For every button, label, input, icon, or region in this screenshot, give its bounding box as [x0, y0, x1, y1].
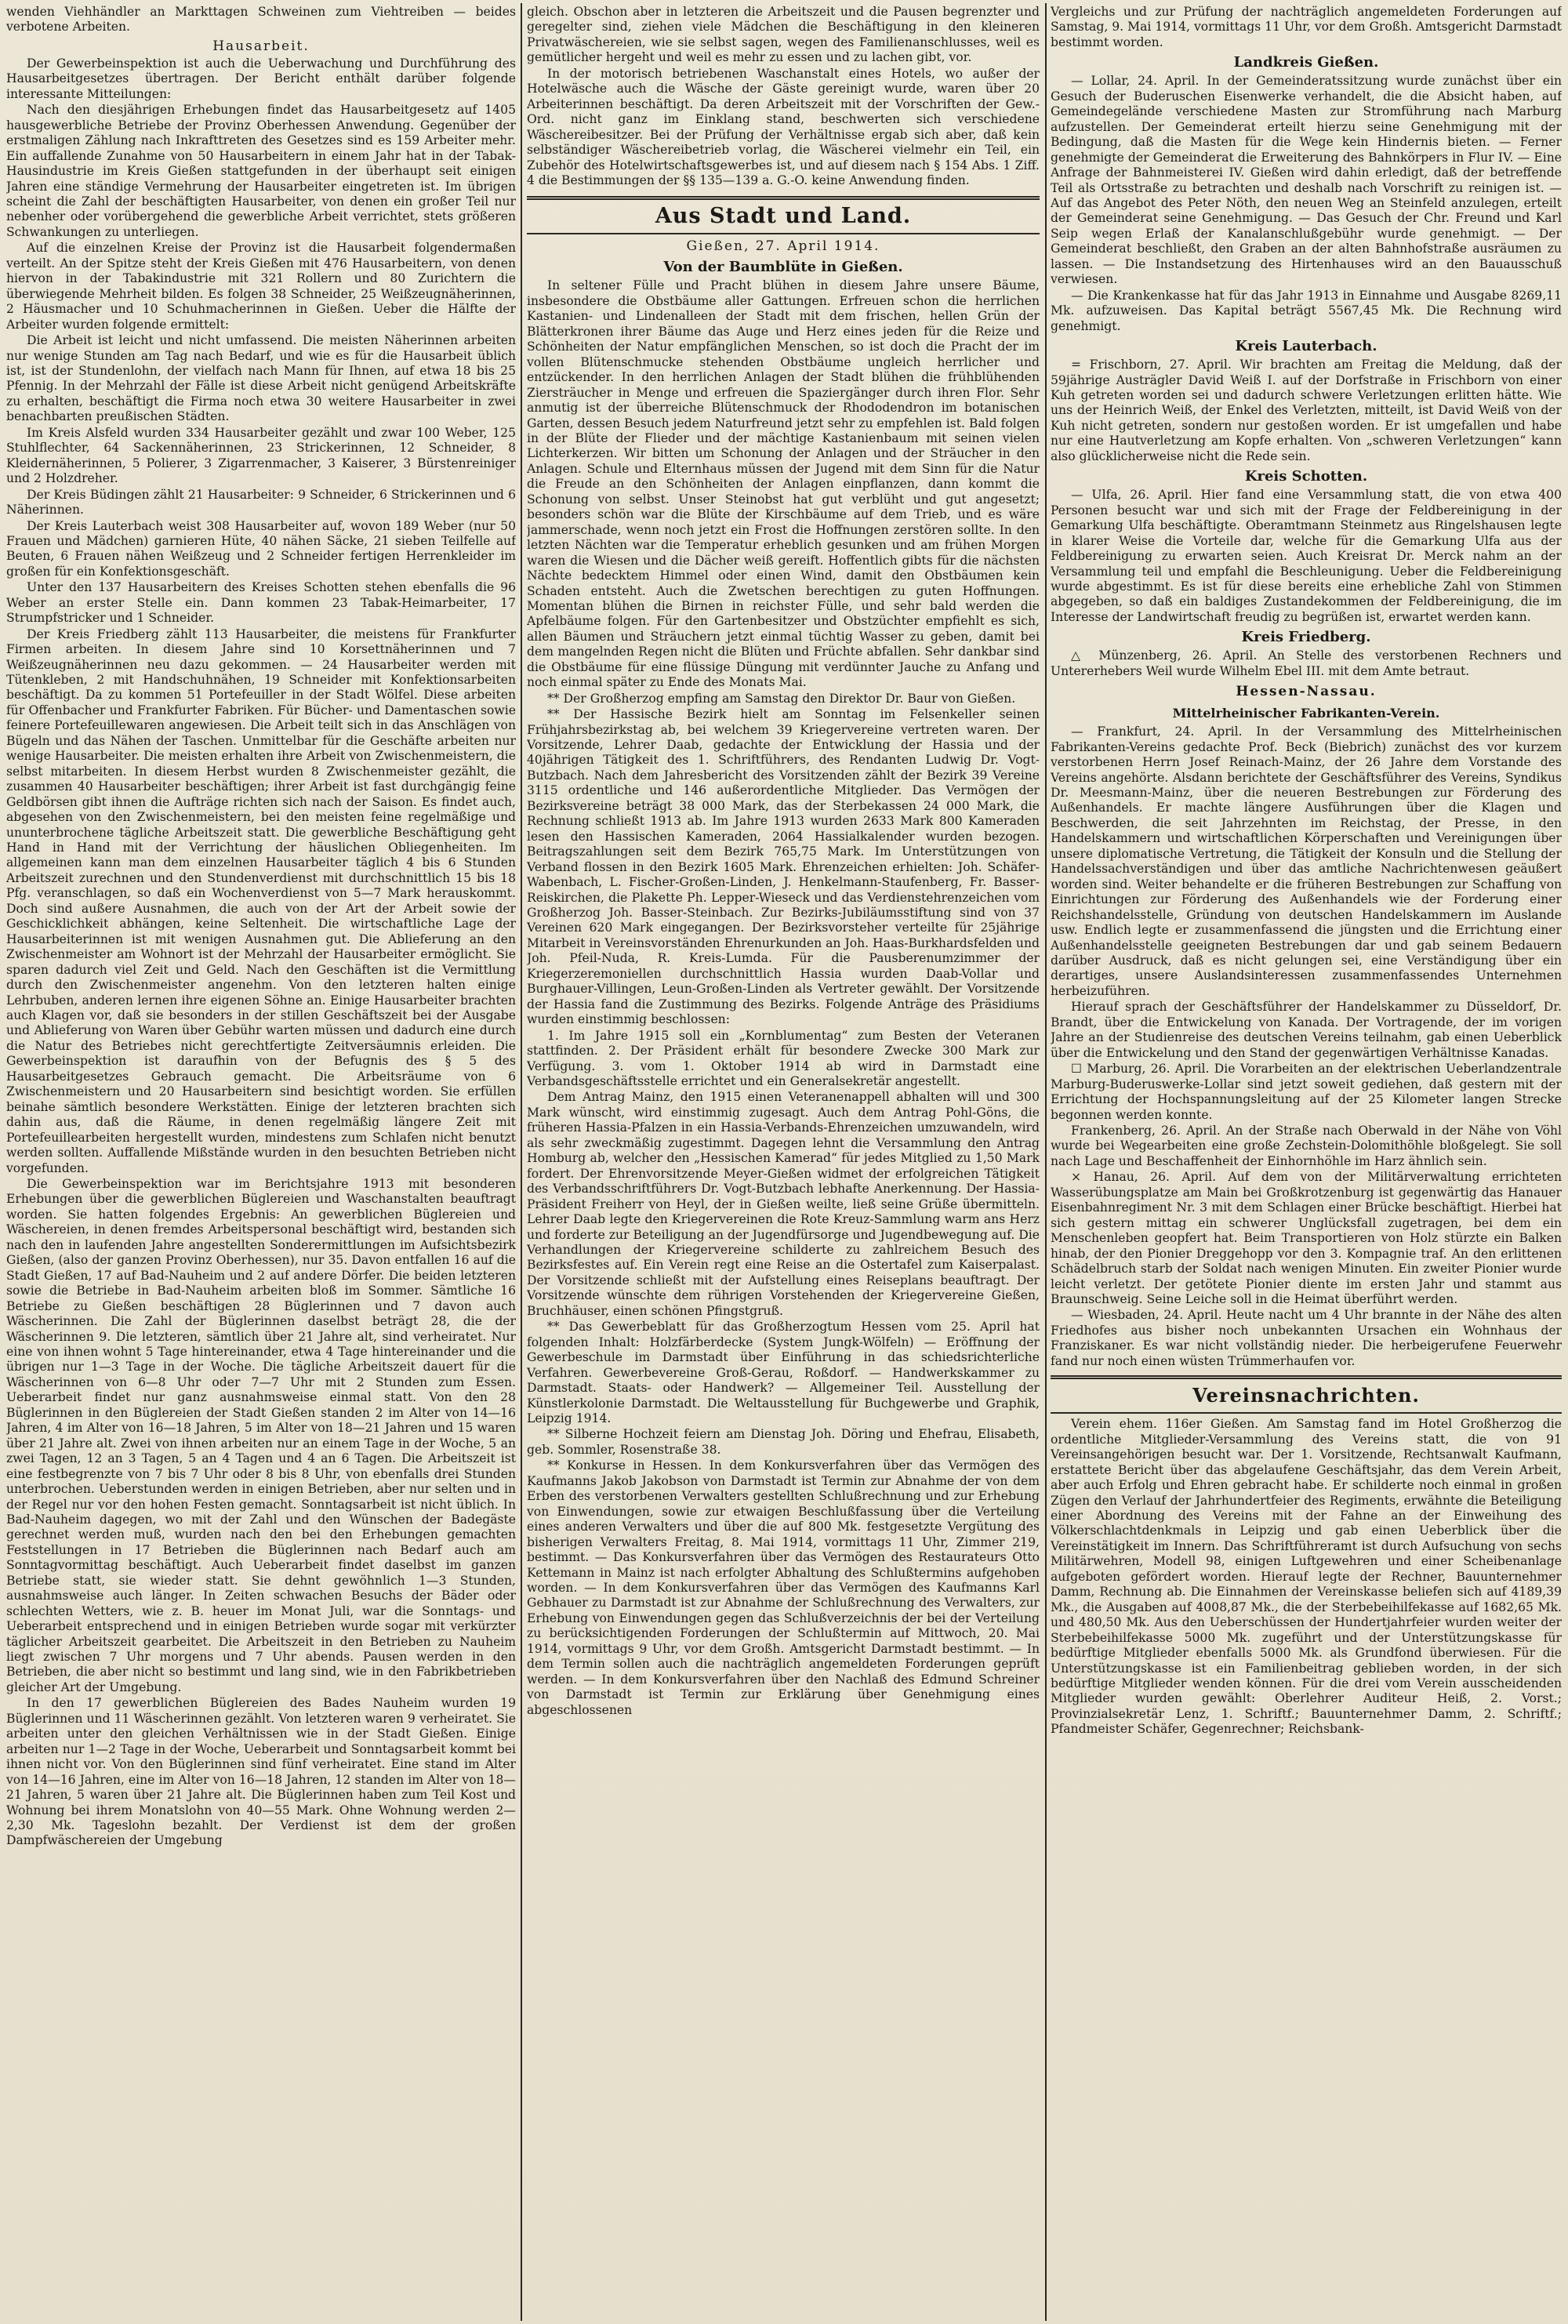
paragraph: Hierauf sprach der Geschäftsführer der Handelskammer zu Düsseldorf, Dr. Brandt, über die Entwickelung von Kanada. Der Vortragende, der im vorigen Jahre an der Studienreise des deutschen Vereins teilnahm, gab einen Ueberblick über die Entwickelung und den Stand der gegenwärtigen Verhältnisse Kanadas. [1051, 1000, 1562, 1060]
paragraph: Die Arbeit ist leicht und nicht umfassend. Die meisten Näherinnen arbeiten nur wenige Stunden am Tag nach Bedarf, und wie es für die Hausarbeit üblich ist, ist der Stundenlohn, der vielfach nach Mann für Ihnen, auf etwa 18 bis 25 Pfennig. In der Mehrzahl der Fälle ist diese Arbeit nicht genügend Arbeitskräfte zu erhalten, beschäftigt die Firma noch etwa 30 weitere Hausarbeiter in zwei benachbarten preußischen Städten. [6, 333, 516, 424]
paragraph: Dem Antrag Mainz, den 1915 einen Veteranenappell abhalten will und 300 Mark wünscht, wird einstimmig zugesagt. Auch dem Antrag Pohl-Göns, die früheren Hassia-Pfalzen in ein Hassia-Verbands-Ehrenzeichen umzuwandeln, wird als sehr zweckmäßig zugestimmt. Dagegen lehnt die Versammlung den Antrag Homburg ab, welcher den „Hessischen Kamerad“ für jedes Mitglied zu 1,50 Mark fordert. Der Ehrenvorsitzende Meyer-Gießen widmet der erfolgreichen Tätigkeit des Verbandsschriftführers Dr. Vogt-Butzbach lebhafte Anerkennung. Der Hassia-Präsident Freiherr von Heyl, der in Gießen weilte, ließ seine Grüße übermitteln. Lehrer Daab legte den Kriegervereinen die Rote Kreuz-Sammlung warm ans Herz und forderte zur Beteiligung an der Jugendfürsorge und Jugendbewegung auf. Die Verhandlungen der Kriegervereine schilderte zu zahlreichem Besuch des Bezirksfestes auf. Ein Verein regt eine Reise an die Ostertafel zum Kaiserpalast. Der Vorsitzende schließt mit der Aufstellung eines Reiseplans beauftragt. Der Vorsitzende wünschte dem rührigen Vorstehenden der Kriegervereine Gießen, Bruchhäuser, einen schönen Pfingstgruß. [527, 1090, 1040, 1318]
paragraph: 1. Im Jahre 1915 soll ein „Kornblumentag“ zum Besten der Veteranen stattfinden. 2. Der Präsident erhält für besondere Zwecke 300 Mark zur Verfügung. 3. vom 1. Oktober 1914 ab wird in Darmstadt eine Verbandsgeschäftsstelle errichtet und ein Generalsekretär angestellt. [527, 1028, 1040, 1088]
paragraph: Frankenberg, 26. April. An der Straße nach Oberwald in der Nähe von Vöhl wurde bei Wegearbeiten eine große Zechstein-Dolomithöhle bloßgelegt. Sie soll nach Lage und Beschaffenheit der Einhornhöhle im Harz ähnlich sein. [1051, 1124, 1562, 1168]
paragraph: Der Kreis Büdingen zählt 21 Hausarbeiter: 9 Schneider, 6 Strickerinnen und 6 Näherinnen. [6, 487, 516, 517]
paragraph: Auf die einzelnen Kreise der Provinz ist die Hausarbeit folgendermaßen verteilt. An der Spitze steht der Kreis Gießen mit 476 Hausarbeitern, von denen hiervon in der Tabakindustrie mit 321 Rollern und 80 Zurichtern die überwiegende Mehrheit bilden. Es folgen 38 Schneider, 25 Weißzeugnäherinnen, 2 Häusmacher und 10 Schuhmacherinnen in Gießen. Ueber die Hälfte der Arbeiter wurden folgende ermittelt: [6, 241, 516, 332]
paragraph: Im Kreis Alsfeld wurden 334 Hausarbeiter gezählt und zwar 100 Weber, 125 Stuhlflechter, 64 Sackennäherinnen, 23 Strickerinnen, 12 Schneider, 8 Kleidernäherinnen, 5 Polierer, 3 Zigarrenmacher, 3 Kaiserer, 3 Bürstenreiniger und 2 Holzdreher. [6, 425, 516, 486]
article-hausarbeit [6, 5, 516, 1850]
column-2 [527, 5, 1040, 2318]
section-heading: Hessen-Nassau. [1236, 684, 1377, 700]
divider [527, 233, 1040, 234]
section-heading: Kreis Friedberg. [1241, 629, 1371, 646]
dateline: Gießen, 27. April 1914. [686, 238, 880, 255]
paragraph: ☐ Marburg, 26. April. Die Vorarbeiten an der elektrischen Ueberlandzentrale Marburg-Buderuswerke-Lollar sind jetzt soweit gediehen, daß gestern mit der Errichtung der Hochspannungsleitung auf der 25 Kilometer langen Strecke begonnen werden konnte. [1051, 1062, 1562, 1122]
paragraph: ** Silberne Hochzeit feiern am Dienstag Joh. Döring und Ehefrau, Elisabeth, geb. Sommler, Rosenstraße 38. [527, 1427, 1040, 1457]
regional-news [1051, 5, 1562, 1738]
paragraph: ** Konkurse in Hessen. In dem Konkursverfahren über das Vermögen des Kaufmanns Jakob Jakobson von Darmstadt ist Termin zur Abnahme der von dem Erben des verstorbenen Verwalters gestellten Schlußrechnung und zur Erhebung von Einwendungen, sowie zur etwaigen Beschlußfassung über die Verteilung eines anderen Verwalters und über die auf 800 Mk. festgesetzte Vergütung des bisherigen Verwalters Freitag, 8. Mai 1914, vormittags 11 Uhr, Zimmer 219, bestimmt. — Das Konkursverfahren über das Vermögen des Restaurateurs Otto Kettemann in Mainz ist nach erfolgter Abhaltung des Schlußtermins aufgehoben worden. — In dem Konkursverfahren über das Vermögen des Kaufmanns Karl Gebhauer zu Darmstadt ist zur Abnahme der Schlußrechnung des Verwalters, zur Erhebung von Einwendungen gegen das Schlußverzeichnis der bei der Verteilung zu berücksichtigenden Forderungen der Schlußtermin auf Mittwoch, 20. Mai 1914, vormittags 9 Uhr, vor dem Großh. Amtsgericht Darmstadt bestimmt. — In dem Termin sollen auch die nachträglich angemeldeten Forderungen geprüft werden. — In dem Konkursverfahren über den Nachlaß des Edmund Schreiner von Darmstadt ist Termin zur Erklärung über Genehmigung eines abgeschlossenen [527, 1458, 1040, 1717]
sub-heading: Mittelrheinischer Fabrikanten-Verein. [1172, 706, 1440, 721]
section-heading: Kreis Lauterbach. [1235, 338, 1377, 355]
paragraph: = Frischborn, 27. April. Wir brachten am Freitag die Meldung, daß der 59jährige Austrägler David Weiß I. auf der Dorfstraße in Frischborn von einer Kuh getreten worden sei und dadurch schwere Verletzungen erlitten hätte. Wie uns der Heinrich Weiß, der Enkel des Verletzten, mitteilt, ist David Weiß von der Kuh nicht getreten, sondern nur gestoßen worden. Er ist umgefallen und habe nur eine Hautverletzung am Kopfe erhalten. Von „schweren Verletzungen“ kann also glücklicherweise nicht die Rede sein. [1051, 358, 1562, 463]
paragraph: ** Das Gewerbeblatt für das Großherzogtum Hessen vom 25. April hat folgenden Inhalt: Holzfärberdecke (System Jungk-Wölfeln) — Eröffnung der Gewerbeschule im Darmstadt über Einführung in das schiedsrichterliche Verfahren. Gewerbevereine Groß-Gerau, Roßdorf. — Handwerkskammer zu Darmstadt. Staats- oder Handwerk? — Allgemeiner Teil. Ausstellung der Künstlerkolonie Darmstadt. Die Weltausstellung für Buchgewerbe und Graphik, Leipzig 1914. [527, 1320, 1040, 1425]
paragraph: Der Kreis Lauterbach weist 308 Hausarbeiter auf, wovon 189 Weber (nur 50 Frauen und Mädchen) garnieren Hüte, 40 nähen Säcke, 21 sieben Teilfelle auf Beuten, 6 Frauen nähen Weißzeug und 2 Schneider fertigen Herrenkleider im großen für ein Konfektionsgeschäft. [6, 518, 516, 579]
column-3 [1051, 5, 1562, 2318]
column-rule [521, 3, 522, 2321]
paragraph: — Frankfurt, 24. April. In der Versammlung des Mittelrheinischen Fabrikanten-Vereins gedachte Prof. Beck (Biebrich) zunächst des vor kurzem verstorbenen Herrn Josef Reinach-Mainz, der 26 Jahre dem Vorstande des Vereins angehörte. Alsdann berichtete der Geschäftsführer des Vereins, Syndikus Dr. Meesmann-Mainz, über die neueren Bestrebungen zur Förderung des Außenhandels. Er machte längere Ausführungen über die Klagen und Beschwerden, die seit Jahrzehnten im Reichstag, der Presse, in den Handelskammern und wirtschaftlichen Körperschaften und Vereinigungen über unsere diplomatische Vertretung, die Tätigkeit der Konsuln und die Stellung der Handelssachverständigen und über das amtliche Nachrichtenwesen geäußert worden sind. Weiter behandelte er die früheren Bestrebungen zur Schaffung von Einrichtungen zur Förderung des Außenhandels wie der Forderung einer Reichshandelsstelle, Gründung von deutschen Handelskammern im Auslande usw. Endlich legte er zusammenfassend die jüngsten und die Errichtung einer Außenhandelsstelle geeigneten Bestrebungen dar und gab seinem Bedauern darüber Ausdruck, daß es nicht gelungen sei, eine Verständigung über ein derartiges, unsere Auslandsinteressen zusammenfassendes Unternehmen herbeizuführen. [1051, 724, 1562, 998]
divider [527, 196, 1040, 200]
paragraph: — Wiesbaden, 24. April. Heute nacht um 4 Uhr brannte in der Nähe des alten Friedhofes aus bisher noch unbekannten Ursachen ein Wohnhaus der Franziskaner. Es war nicht vollständig nieder. Die herbeigerufene Feuerwehr fand nur noch einen wüsten Trümmerhaufen vor. [1051, 1308, 1562, 1368]
paragraph: gleich. Obschon aber in letzteren die Arbeitszeit und die Pausen begrenzter und geregelter sind, ziehen viele Mädchen die Beschäftigung in den kleineren Privatwäschereien, wie sie selbst sagen, wegen des Familienanschlusses, weil es gemütlicher hergeht und weil es mehr zu essen und zu lachen gibt, vor. [527, 5, 1040, 65]
section-title: Aus Stadt und Land. [655, 204, 912, 229]
section-heading: Hausarbeit. [212, 38, 310, 54]
section-title: Vereinsnachrichten. [1192, 1384, 1420, 1407]
paragraph: Unter den 137 Hausarbeitern des Kreises Schotten stehen ebenfalls die 96 Weber an erster Stelle ein. Dann kommen 23 Tabak-Heimarbeiter, 17 Strumpfstricker und 1 Schneider. [6, 580, 516, 626]
paragraph: Verein ehem. 116er Gießen. Am Samstag fand im Hotel Großherzog die ordentliche Mitglieder-Versammlung des Vereins statt, die von 91 Vereinsangehörigen besucht war. Der 1. Vorsitzende, Rechtsanwalt Kaufmann, erstattete Bericht über das abgelaufene Geschäftsjahr, das dem Verein Arbeit, aber auch Erfolg und Ehren gebracht habe. Er schilderte noch einmal in großen Zügen den Verlauf der Jahrhundertfeier des Regiments, erwähnte die Beteiligung einer Abordnung des Vereins mit der Fahne an der Einweihung des Völkerschlachtdenkmals in Leipzig und gab einen Ueberblick über die Vereinstätigkeit im Innern. Das Schriftführeramt ist durch Aufsuchung von sechs Militärwehren, Modell 98, einigen Luftgewehren und einer Scheibenanlage aufgeboten gefördert worden. Hierauf legte der Rechner, Bauunternehmer Damm, Rechnung ab. Die Einnahmen der Vereinskasse beliefen sich auf 4189,39 Mk., die Ausgaben auf 4008,87 Mk., die der Sterbebeihilfekasse auf 1682,65 Mk. und 480,50 Mk. Aus den Ueberschüssen der Hundertjahrfeier wurden weiter der Sterbebeihilfekasse 5000 Mk. zugeführt und der Unterstützungskasse für bedürftige Mitglieder ebenfalls 5000 Mk. als Grundfond überwiesen. Für die Unterstützungskasse ist ein Familienbeitrag geblieben worden, in der sich bedürftige Mitglieder wenden können. Für die drei vom Verein ausscheidenden Mitglieder wurden gewählt: Oberlehrer Auditeur Heiß, 2. Vorst.; Provinzialsekretär Lenz, 1. Schriftf.; Bauunternehmer Damm, 2. Schriftf.; Pfandmeister Schäfer, Gegenrechner; Reichsbank- [1051, 1417, 1562, 1737]
paragraph: In den 17 gewerblichen Büglereien des Bades Nauheim wurden 19 Büglerinnen und 11 Wäscherinnen gezählt. Von letzteren waren 9 verheiratet. Sie arbeiten unter den gleichen Verhältnissen wie in der Stadt Gießen. Einige arbeiten nur 1—2 Tage in der Woche, Ueberarbeit und Sonntagsarbeit kommt bei ihnen nicht vor. Von den Büglerinnen sind fünf verheiratet. Eine stand im Alter von 14—16 Jahren, eine im Alter von 16—18 Jahren, 12 standen im Alter von 18—21 Jahren, 5 waren über 21 Jahre alt. Die Büglerinnen haben zum Teil Kost und Wohnung bei ihrem Monatslohn von 40—55 Mark. Ohne Wohnung werden 2—2,30 Mk. Tageslohn bezahlt. Der Verdienst ist dem der großen Dampfwäschereien der Umgebung [6, 1696, 516, 1848]
paragraph: △ Münzenberg, 26. April. An Stelle des verstorbenen Rechners und Untererhebers Weil wurde Wilhelm Ebel III. mit dem Amte betraut. [1051, 648, 1562, 678]
column-1 [6, 5, 516, 2318]
section-heading: Landkreis Gießen. [1233, 54, 1379, 71]
paragraph: ** Der Hassische Bezirk hielt am Sonntag im Felsenkeller seinen Frühjahrsbezirkstag ab, bei welchem 39 Kriegervereine vertreten waren. Der Vorsitzende, Lehrer Daab, gedachte der Entwicklung der Hassia und der 40jährigen Tätigkeit des 1. Schriftführers, des Rendanten Ludwig Dr. Vogt-Butzbach. Nach dem Jahresbericht des Vorsitzenden zählt der Bezirk 39 Vereine 3115 ordentliche und 146 außerordentliche Mitglieder. Das Vermögen der Bezirksvereine beträgt 38 000 Mark, das der Sterbekassen 24 000 Mark, die Rechnung schließt 1913 ab. Im Jahre 1913 wurden 2633 Mark 800 Kameraden lesen den Hassischen Kameraden, 2064 Hassialkalender wurden bezogen. Beitragszahlungen seit dem Bezirk 765,75 Mark. Im Unterstützungen von Verband flossen in den Bezirk 1605 Mark. Ehrenzeichen erhielten: Joh. Schäfer-Wabenbach, L. Fischer-Großen-Linden, J. Henkelmann-Staufenberg, Fr. Basser-Reiskirchen, die Plakette Ph. Lepper-Wieseck und das Verdienstehrenzeichen vom Großherzog Joh. Basser-Steinbach. Zur Bezirks-Jubiläumsstiftung sind von 37 Vereinen 620 Mark eingegangen. Der Bezirksvorsteher verteilte für 25jährige Mitarbeit in Vereinsvorständen Ehrenurkunden an Joh. Haas-Burkhardsfelden und Joh. Pfeil-Nuda, R. Kreis-Lumda. Für die Pausberenumzimmer der Kriegerzeremoniellen durchschnittlich Hassia wurden Daab-Vollar und Burghauer-Villingen, Leun-Großen-Linden als Vertreter gewählt. Der Vorsitzende der Hassia fand die Zustimmung des Bezirks. Folgende Anträge des Präsidiums wurden einstimmig beschlossen: [527, 707, 1040, 1027]
article-continued [527, 5, 1040, 1719]
paragraph: In der motorisch betriebenen Waschanstalt eines Hotels, wo außer der Hotelwäsche auch die Wäsche der Gäste gereinigt wurde, waren über 20 Arbeiterinnen beschäftigt. Da deren Arbeitszeit mit der Vorschriften der Gew.-Ord. nicht ganz im Einklang stand, beschwerten sich verschiedene Wäschereibesitzer. Bei der Prüfung der Verhältnisse ergab sich aber, daß kein selbständiger Wäschereibetrieb vorlag, die Wäscherei vielmehr ein Teil, ein Zubehör des Hotelwirtschaftsgewerbes ist, und auf diesem nach § 154 Abs. 1 Ziff. 4 die Bestimmungen der §§ 135—139 a. G.-O. keine Anwendung finden. [527, 66, 1040, 187]
paragraph: Vergleichs und zur Prüfung der nachträglich angemeldeten Forderungen auf Samstag, 9. Mai 1914, vormittags 11 Uhr, vor dem Großh. Amtsgericht Darmstadt bestimmt worden. [1051, 5, 1562, 49]
article-heading: Von der Baumblüte in Gießen. [663, 259, 903, 276]
paragraph: ** Der Großherzog empfing am Samstag den Direktor Dr. Baur von Gießen. [547, 691, 1016, 706]
divider [1051, 1375, 1562, 1379]
paragraph: — Ulfa, 26. April. Hier fand eine Versammlung statt, die von etwa 400 Personen besucht war und sich mit der Frage der Feldbereinigung in der Gemarkung Ulfa beschäftigte. Oberamtmann Steinmetz aus Ringelshausen legte in klarer Weise die Vorteile dar, welche für die Gemarkung Ulfa aus der Feldbereinigung zu erwarten seien. Auch Kreisrat Dr. Merck nahm an der Versammlung teil und empfahl die Beschleunigung. Ueber die Feldbereinigung wurde abgestimmt. Es ist für diese bereits eine erhebliche Zahl von Stimmen abgegeben, so daß ein baldiges Zustandekommen der Feldbereinigung, die im Interesse der Landwirtschaft freudig zu begrüßen ist, erwartet werden kann. [1051, 488, 1562, 624]
section-heading: Kreis Schotten. [1244, 468, 1368, 485]
paragraph: — Lollar, 24. April. In der Gemeinderatssitzung wurde zunächst über ein Gesuch der Buderuschen Eisenwerke verhandelt, die die Absicht haben, auf Gemeindegelände verschiedene Masten zur Stromführung nach Marburg aufzustellen. Der Gemeinderat erteilt hierzu seine Genehmigung mit der Bedingung, daß die Masten für die Wege kein Hindernis bieten. — Ferner genehmigte der Gemeinderat die Erweiterung des Bahnkörpers in Flur IV. — Eine Anfrage der Bahnmeisterei IV. Gießen wird dahin erledigt, daß der betreffende Teil als Ortsstraße zu betrachten und deshalb nach Vorschrift zu reinigen ist. — Auf das Angebot des Peter Nöth, den neuen Weg an Steinfeld anzulegen, erteilt der Gemeinderat seine Genehmigung. — Das Gesuch der Chr. Freund und Karl Seip wegen Erlaß der Kanalanschlußgebühr wurde genehmigt. — Der Gemeinderat beschließt, den Graben an der alten Bahnhofstraße ausräumen zu lassen. — Die Instandsetzung des Hirtenhauses wird an den Bauausschuß verwiesen. [1051, 74, 1562, 287]
paragraph: — Die Krankenkasse hat für das Jahr 1913 in Einnahme und Ausgabe 8269,11 Mk. aufzuweisen. Das Kapital beträgt 5567,45 Mk. Die Rechnung wird genehmigt. [1051, 288, 1562, 333]
paragraph: Der Gewerbeinspektion ist auch die Ueberwachung und Durchführung des Hausarbeitgesetzes übertragen. Der Bericht enthält darüber folgende interessante Mitteilungen: [6, 56, 516, 101]
divider [1051, 1412, 1562, 1414]
column-rule [1045, 3, 1047, 2321]
paragraph: Die Gewerbeinspektion war im Berichtsjahre 1913 mit besonderen Erhebungen über die gewerblichen Büglereien und Waschanstalten beauftragt worden. Sie hatten folgendes Ergebnis: An gewerblichen Büglereien und Wäschereien, in denen fremdes Arbeitspersonal beschäftigt wird, bestanden sich nach den in laufenden Jahre angestellten Sonderermittlungen im Aufsichtsbezirk Gießen, (also der ganzen Provinz Oberhessen), nur 35. Davon entfallen 16 auf die Stadt Gießen, 17 auf Bad-Nauheim und 2 auf andere Dörfer. Die beiden letzteren sowie die Betriebe in Bad-Nauheim arbeiten bloß im Sommer. Sämtliche 16 Betriebe zu Gießen beschäftigen 28 Büglerinnen und 7 davon auch Wäscherinnen. Die Zahl der Büglerinnen daselbst beträgt 28, die der Wäscherinnen 9. Die letzteren, sämtlich über 21 Jahre alt, sind verheiratet. Nur eine von ihnen wohnt 5 Tage hintereinander, etwa 4 Tage hintereinander und die übrigen nur 1—3 Tage in der Woche. Die tägliche Arbeitszeit dauert für die Wäscherinnen von 6—8 Uhr oder 7—7 Uhr mit 2 Stunden zum Essen. Ueberarbeit findet nur ganz ausnahmsweise einmal statt. Von den 28 Büglerinnen in den Büglereien der Stadt Gießen standen 2 im Alter von 14—16 Jahren, 4 im Alter von 16—18 Jahren, 5 im Alter von 18—21 Jahren und 15 waren über 21 Jahre alt. Zwei von ihnen arbeiten nur an einem Tage in der Woche, 5 an zwei Tagen, 12 an 3 Tagen, 5 an 4 Tagen und 4 an 6 Tagen. Die Arbeitszeit ist eine festbegrenzte von 7 bis 7 Uhr oder 8 bis 8 Uhr, von ebenfalls drei Stunden unterbrochen. Ueberstunden werden in einigen Betrieben, aber nur selten und in der Regel nur vor den hohen Festen gemacht. Sonntagsarbeit ist nicht üblich. In Bad-Nauheim dagegen, wo mit der Zahl und den Wünschen der Badegäste gerechnet werden muß, wurden nach den bei den Erhebungen gemachten Feststellungen in 17 Betrieben die Büglerinnen nach Bedarf auch am Sonntagvormittag beschäftigt. Auch Ueberarbeit findet daselbst im ganzen Betriebe statt, sie wieder statt. Sie dehnt gewöhnlich 1—3 Stunden, ausnahmsweise auch länger. In Zeiten schwachen Besuchs der Bäder oder schlechten Wetters, wie z. B. heuer im Monat Juli, war die Sonntags- und Ueberarbeit entsprechend und in einigen Betrieben wurde sogar mit verkürzter täglicher Arbeitszeit gearbeitet. Die Arbeitszeit in den Betrieben zu Nauheim liegt zwischen 7 Uhr morgens und 7 Uhr abends. Pausen werden in den Betrieben, die aber nicht so bestimmt und lang sind, wie in den Fabrikbetrieben gleicher Art der Umgebung. [6, 1176, 516, 1694]
paragraph: Der Kreis Friedberg zählt 113 Hausarbeiter, die meistens für Frankfurter Firmen arbeiten. In diesem Jahre sind 10 Korsettnäherinnen und 7 Weißzeugnäherinnen neu dazu gekommen. — 24 Hausarbeiter werden mit Tütenkleben, 2 mit Handschuhnähen, 19 Schneider mit Konfektionsarbeiten beschäftigt. Da zu kommen 51 Portefeuiller in der Stadt Wölfel. Diese arbeiten für Offenbacher und Frankfurter Fabriken. Für Bücher- und Damentaschen sowie feinere Portefeuillewaren angewiesen. Die Arbeit teilt sich in das Anschlägen von Bügeln und das Nähen der Taschen. Unmittelbar für die Geschäfte arbeiten nur wenige Hausarbeiter. Die meisten erhalten ihre Arbeit von Zwischenmeistern, die selbst mitarbeiten. In diesem Herbst wurden 8 Zwischenmeister gezählt, die zusammen 40 Hausarbeiter beschäftigen; ihrer Arbeit ist fast durchgängig feine Geldbörsen gibt ihnen die Aufträge richten sich nach der Saison. Es findet auch, abgesehen von den Zwischenmeistern, bei den meisten feine regelmäßige und ununterbrochene tägliche Arbeitszeit statt. Die gewerbliche Beschäftigung geht Hand in Hand mit der Verrichtung der häuslichen Obliegenheiten. Im allgemeinen kann man dem einzelnen Hausarbeiter täglich 4 bis 6 Stunden Arbeitszeit zurechnen und den Stundenverdienst mit durchschnittlich 15 bis 18 Pfg. veranschlagen, so daß ein Wochenverdienst von 5—7 Mark herauskommt. Doch sind außere Ausnahmen, die auch von der Art der Arbeit sowie der Geschicklichkeit abhängen, keine Seltenheit. Die wirtschaftliche Lage der Hausarbeiterinnen ist mit wenigen Ausnahmen gut. Die Ablieferung an den Zwischenmeister am Wohnort ist der Mehrzahl der Hausarbeiter ermöglicht. Sie sparen dadurch viel Zeit und Geld. Nach den Geschäften ist die Vermittlung durch den Zwischenmeister angenehm. Von den letzteren halten einige Lehrbuben, anderen lernen ihre eigenen Söhne an. Einige Hausarbeiter brachten auch Klagen vor, daß sie besonders in der stillen Geschäftszeit bei der Ausgabe und Ablieferung von Waren über Gebühr warten müssen und dadurch eine durch die Natur des Betriebes nicht gerechtfertigte Zeitversäumnis erleiden. Die Gewerbeinspektion ist daraufhin von der Befugnis des § 5 des Hausarbeitgesetzes Gebrauch gemacht. Die Arbeitsräume von 6 Zwischenmeistern und 20 Hausarbeitern sind besichtigt worden. Sie erfüllen beinahe sämtlich besondere Werkstätten. Einige der letzteren brachten sich dahin aus, daß die Räume, in denen regelmäßig längere Zeit mit Portefeuillearbeiten hergestellt wurden, mindestens zum Schlafen nicht benutzt werden sollten. Auffallende Mißstände wurden in den besuchten Betrieben nicht vorgefunden. [6, 626, 516, 1175]
paragraph: wenden Viehhändler an Markttagen Schweinen zum Viehtreiben — beides verbotene Arbeiten. [6, 5, 516, 34]
paragraph: × Hanau, 26. April. Auf dem von der Militärverwaltung errichteten Wasserübungsplatze am Main bei Großkrotzenburg ist gegenwärtig das Hanauer Eisenbahnregiment Nr. 3 mit dem Schlagen einer Brücke beschäftigt. Hierbei hat sich gestern mittag ein schwerer Unglücksfall zugetragen, bei dem ein Menschenleben geopfert hat. Beim Transportieren von Holz stürzte ein Balken hinab, der den Pionier Dreggehopp vor den 3. Kompagnie traf. An den erlittenen Schädelbruch starb der Soldat nach wenigen Minuten. Ein zweiter Pionier wurde leicht verletzt. Der getötete Pionier diente im ersten Jahr und stammt aus Braunschweig. Seine Leiche soll in die Heimat überführt werden. [1051, 1170, 1562, 1306]
paragraph: In seltener Fülle und Pracht blühen in diesem Jahre unsere Bäume, insbesondere die Obstbäume aller Gattungen. Erfreuen schon die herrlichen Kastanien- und Lindenalleen der Stadt mit dem frischen, hellen Grün der Blätterkronen ihrer Bäume das Auge und Herz eines jeden für die Reize und Schönheiten der Natur empfänglichen Menschen, so ist doch die Pracht der im vollen Blütenschmucke stehenden Obstbäume ungleich herrlicher und entzückender. In den herrlichen Anlagen der Stadt blühen die frühblühenden Ziersträucher in Menge und erfreuen die Spaziergänger durch ihren Flor. Sehr anmutig ist der überreiche Blütenschmuck der Rhododendron im botanischen Garten, dessen Besuch jedem Naturfreund jetzt sehr zu empfehlen ist. Bald folgen in der Blüte der Flieder und der mächtige Kastanienbaum mit seinen vielen Lichterkerzen. Wir bitten um Schonung der Anlagen und der Sträucher in den Anlagen. Schule und Elternhaus müssen der Jugend mit dem Sinn für die Natur die Freude an den Schönheiten der Anlagen einpflanzen, dann kommt die Schonung von selbst. Unser Steinobst hat gut verblüht und gut angesetzt; besonders schön war die Blüte der Kirschbäume auf dem Trieb, und es wäre jammerschade, wenn noch jetzt ein Frost die Hoffnungen zerstören sollte. In den letzten Nächten war die Temperatur erheblich gesunken und am frühen Morgen waren die Wiesen und die Dächer weiß gereift. Hoffentlich gibts für die nächsten Nächte bedecktem Himmel oder einen Wind, damit den Obstbäumen kein Schaden entsteht. Auch die Zwetschen berechtigen zu guten Hoffnungen. Momentan blühen die Birnen in reichster Fülle, und sehr bald werden die Apfelbäume folgen. Für den Gartenbesitzer und Obstzüchter empfiehlt es sich, allen Bäumen und Sträuchern jetzt einmal tüchtig Wasser zu geben, damit bei dem mangelnden Regen nicht die Blüten und Früchte abfallen. Sehr dankbar sind die Obstbäume für eine flüssige Düngung mit verdünnter Jauche zu Anfang und noch einmal später zu Ende des Monats Mai. [527, 278, 1040, 690]
paragraph: Nach den diesjährigen Erhebungen findet das Hausarbeitgesetz auf 1405 hausgewerbliche Betriebe der Provinz Oberhessen Anwendung. Gegenüber der erstmaligen Zählung nach Inkrafttreten des Gesetzes sind es 159 Arbeiter mehr. Ein auffallende Zunahme von 50 Hausarbeitern in einem Jahr hat in der Tabak-Hausindustrie im Kreis Gießen stattgefunden in der überhaupt seit einigen Jahren eine ständige Vermehrung der Hausarbeiter eingetreten ist. Im übrigen scheint die Zahl der beschäftigten Hausarbeiter, von denen ein großer Teil nur nebenher oder vorübergehend die gewerbliche Arbeit verrichtet, stets größeren Schwankungen zu unterliegen. [6, 103, 516, 239]
